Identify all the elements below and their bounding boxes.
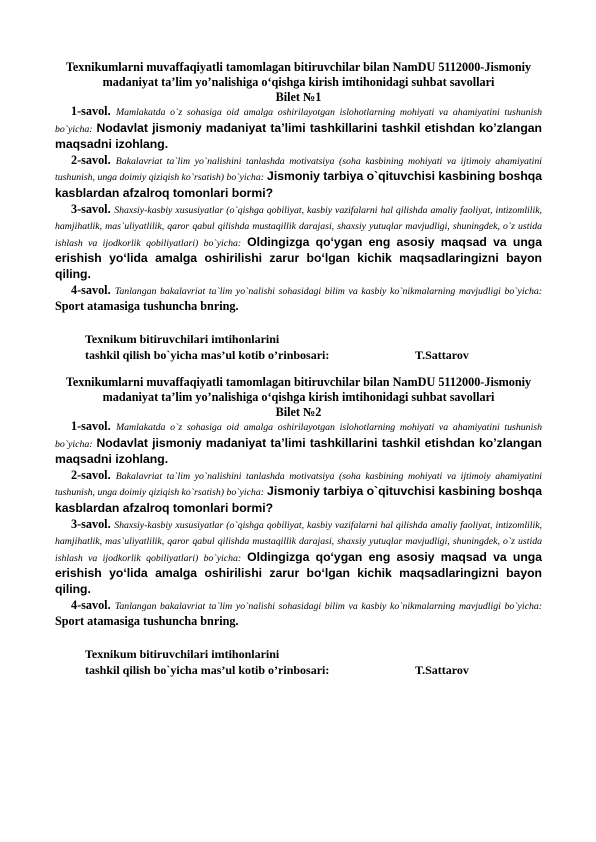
question-text: Jismoniy tarbiya o`qituvchisi kasbining boshqa kasblardan afzalroq tomonlari bormi? bbox=[55, 484, 542, 515]
ticket-header bbox=[55, 375, 542, 405]
question-label: 2-savol. bbox=[71, 152, 111, 167]
question-2 bbox=[55, 153, 542, 202]
question-context: Tanlangan bakalavriat ta`lim yo`nalishi sohasidagi bilim va kasbiy ko`nikmalarning mavjudligi bo`yicha: bbox=[114, 600, 543, 612]
question-label: 3-savol. bbox=[71, 516, 111, 531]
question-3 bbox=[55, 202, 542, 283]
question-text: Nodavlat jismoniy madaniyat ta’limi tashkillarini tashkil etishdan ko’zlangan maqsadni izohlang. bbox=[55, 435, 542, 467]
signature-block bbox=[55, 646, 542, 678]
ticket-2 bbox=[55, 375, 542, 678]
signature-block bbox=[55, 331, 542, 363]
question-3 bbox=[55, 517, 542, 598]
question-text: Oldingizga qo‘ygan eng asosiy maqsad va unga erishish yo‘lida amalga oshirilishi zarur bo‘lgan kichik maqsadlaringizni bayon qiling. bbox=[55, 234, 543, 281]
question-4 bbox=[55, 598, 542, 630]
question-context: Shaxsiy-kasbiy xususiyatlar (o`qishga qobiliyat, kasbiy vazifalarni hal qilishda amaliy faoliyat, intizomlilik, hamjihatlik, mas`uliyatlilik, qaror qabul qilishda mustaqillik darajasi, shaxsiy yutuqlar mavjudligi, shuningdek, o`z ustida ishlash va ijodkorlik qobiliyatlari) bo`yicha: bbox=[55, 204, 543, 249]
question-text: Sport atamasiga tushuncha bnring. bbox=[55, 299, 239, 314]
question-text: Sport atamasiga tushuncha bnring. bbox=[55, 614, 239, 629]
ticket-header bbox=[55, 60, 542, 90]
signature-line: Texnikum bitiruvchilari imtihonlarini bbox=[85, 331, 280, 346]
signature-role: tashkil qilish bo`yicha mas’ul kotib o’rinbosari: bbox=[85, 347, 330, 362]
header-line: Texnikumlarni muvaffaqiyatli tamomlagan bitiruvchilar bilan NamDU 5112000-Jismoniy bbox=[65, 375, 532, 389]
question-text: Nodavlat jismoniy madaniyat ta’limi tashkillarini tashkil etishdan ko’zlangan maqsadni izohlang. bbox=[55, 120, 542, 152]
question-text: Oldingizga qo‘ygan eng asosiy maqsad va unga erishish yo‘lida amalga oshirilishi zarur bo‘lgan kichik maqsadlaringizni bayon qiling. bbox=[55, 549, 543, 596]
question-label: 1-savol. bbox=[71, 419, 111, 433]
header-line: Texnikumlarni muvaffaqiyatli tamomlagan bitiruvchilar bilan NamDU 5112000-Jismoniy bbox=[65, 60, 532, 74]
signature-name: T.Sattarov bbox=[415, 662, 469, 677]
bilet-number: Bilet №2 bbox=[275, 405, 322, 419]
question-2 bbox=[55, 468, 542, 517]
question-context: Tanlangan bakalavriat ta`lim yo`nalishi sohasidagi bilim va kasbiy ko`nikmalarning mavjudligi bo`yicha: bbox=[114, 285, 543, 297]
ticket-1 bbox=[55, 60, 542, 363]
question-context: Bakalavriat ta`lim yo`nalishini tanlashda motivatsiya (soha kasbining mohiyati va ijtimoiy ahamiyatini tushunish, unga doimiy qiziqish ko`rsatish) bo`yicha: bbox=[55, 155, 543, 184]
question-label: 4-savol. bbox=[71, 597, 111, 612]
question-text: Jismoniy tarbiya o`qituvchisi kasbining boshqa kasblardan afzalroq tomonlari bormi? bbox=[55, 169, 542, 200]
question-4 bbox=[55, 283, 542, 315]
question-label: 1-savol. bbox=[71, 104, 111, 118]
signature-line: Texnikum bitiruvchilari imtihonlarini bbox=[85, 646, 280, 661]
bilet-number: Bilet №1 bbox=[275, 90, 322, 104]
question-1 bbox=[55, 104, 542, 153]
question-context: Mamlakatda o`z sohasiga oid amalga oshirilayotgan islohotlarning mohiyati va ahamiyatini tushunish bo`yicha: bbox=[55, 107, 542, 135]
question-label: 4-savol. bbox=[71, 282, 111, 297]
question-context: Shaxsiy-kasbiy xususiyatlar (o`qishga qobiliyat, kasbiy vazifalarni hal qilishda amaliy faoliyat, intizomlilik, hamjihatlik, mas`uliyatlilik, qaror qabul qilishda mustaqillik darajasi, shaxsiy yutuqlar mavjudligi, shuningdek, o`z ustida ishlash va ijodkorlik qobiliyatlari) bo`yicha: bbox=[55, 519, 543, 564]
signature-name: T.Sattarov bbox=[415, 347, 469, 362]
question-1 bbox=[55, 419, 542, 468]
question-context: Bakalavriat ta`lim yo`nalishini tanlashda motivatsiya (soha kasbining mohiyati va ijtimoiy ahamiyatini tushunish, unga doimiy qiziqish ko`rsatish) bo`yicha: bbox=[55, 470, 543, 499]
signature-role: tashkil qilish bo`yicha mas’ul kotib o’rinbosari: bbox=[85, 662, 330, 677]
question-label: 2-savol. bbox=[71, 467, 111, 482]
question-context: Mamlakatda o`z sohasiga oid amalga oshirilayotgan islohotlarning mohiyati va ahamiyatini tushunish bo`yicha: bbox=[55, 422, 542, 450]
question-label: 3-savol. bbox=[71, 201, 111, 216]
header-line: madaniyat ta’lim yo’nalishiga o‘qishga kirish imtihonidagi suhbat savollari bbox=[102, 75, 495, 89]
header-line: madaniyat ta’lim yo’nalishiga o‘qishga kirish imtihonidagi suhbat savollari bbox=[102, 390, 495, 404]
